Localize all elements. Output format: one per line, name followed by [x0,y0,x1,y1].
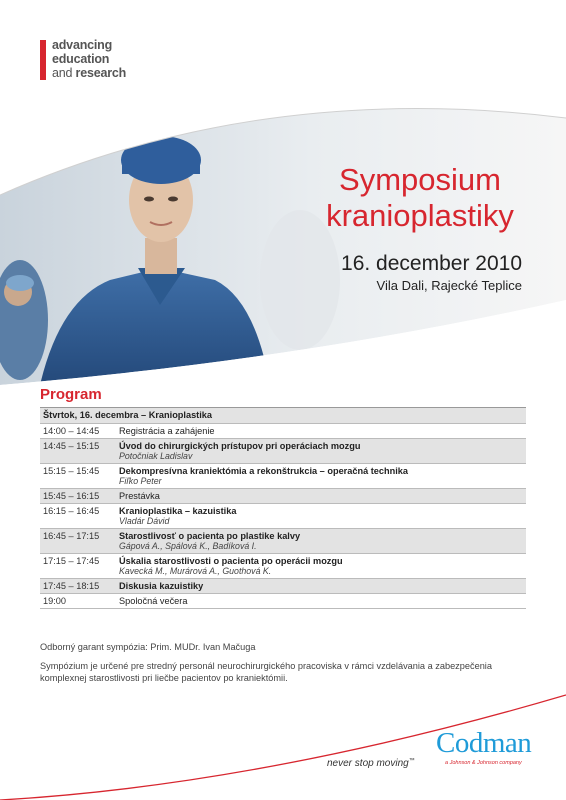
program-row [40,489,526,504]
program-row-desc [116,489,526,503]
slogan-text: never stop moving [327,758,409,769]
program-row-desc [116,504,526,528]
slogan-tm: ™ [408,758,415,764]
program-row-time: 19:00 [43,596,66,606]
program-row-desc [116,529,526,553]
program-row-time: 14:45 – 15:15 [43,441,100,451]
program-row-speakers: Potočniak Ladislav [119,451,193,461]
audience-note: Sympózium je určené pre stredný personál neurochirurgického pracoviska v rámci vzdelávania a zabezpečenia komplexnej starostlivosti pri liečbe pacientov po kraniektómii. [40,661,492,683]
program-row-time: 15:15 – 15:45 [43,466,100,476]
program-row-time: 16:15 – 16:45 [43,506,100,516]
event-date: 16. december 2010 [341,252,522,275]
brand-logo [40,38,126,80]
brand-line-3-and: and [52,66,73,80]
program-row [40,504,526,529]
brand-text [52,38,126,80]
event-title [300,162,540,234]
jj-tagline: a Johnson & Johnson company [445,760,522,766]
program-row [40,439,526,464]
slogan [327,758,415,769]
program-row [40,464,526,489]
program-row-time: 17:45 – 18:15 [43,581,100,591]
program-row-desc [116,594,526,608]
program-row [40,424,526,439]
guarantor-text: Odborný garant sympózia: Prim. MUDr. Ivan Mačuga [40,642,256,652]
brand-line-3-word: research [75,66,127,80]
program-row-title: Úvod do chirurgických prístupov pri operáciach mozgu [119,441,361,451]
title-line-1: Symposium [339,162,501,197]
program-row-title: Prestávka [119,491,160,501]
program-row [40,579,526,594]
program-row-speakers: Kavecká M., Murárová A., Guothová K. [119,566,272,576]
program-row-desc [116,579,526,593]
brand-line-2: education [52,52,110,66]
program-row-desc [116,554,526,578]
codman-logo: Codman [436,727,532,759]
program-row-desc [116,424,526,438]
title-line-2: kranioplastiky [326,198,514,233]
program-row-title: Spoločná večera [119,596,188,606]
program-row-title: Starostlivosť o pacienta po plastike kalvy [119,531,301,541]
program-table [40,407,526,609]
program-row-time: 17:15 – 17:45 [43,556,100,566]
event-venue: Vila Dali, Rajecké Teplice [376,278,522,293]
program-row [40,554,526,579]
program-heading: Program [40,386,102,403]
program-row-desc [116,439,526,463]
program-row-title: Kranioplastika – kazuistika [119,506,237,516]
program-row-time: 16:45 – 17:15 [43,531,100,541]
program-row [40,529,526,554]
program-row-title: Registrácia a zahájenie [119,426,215,436]
program-row [40,594,526,609]
program-row-speakers: Vladár Dávid [119,516,170,526]
program-day-header: Štvrtok, 16. decembra – Kranioplastika [40,408,526,424]
brand-bar [40,40,46,80]
program-row-speakers: Fiľko Peter [119,476,162,486]
program-row-time: 15:45 – 16:15 [43,491,100,501]
program-row-time: 14:00 – 14:45 [43,426,100,436]
program-row-title: Úskalia starostlivosti o pacienta po operácii mozgu [119,556,343,566]
program-row-title: Diskusia kazuistiky [119,581,204,591]
program-row-title: Dekompresívna kraniektómia a rekonštrukcia – operačná technika [119,466,409,476]
brand-line-1: advancing [52,38,113,52]
program-row-desc [116,464,526,488]
program-row-speakers: Gápová A., Spálová K., Badíková I. [119,541,257,551]
